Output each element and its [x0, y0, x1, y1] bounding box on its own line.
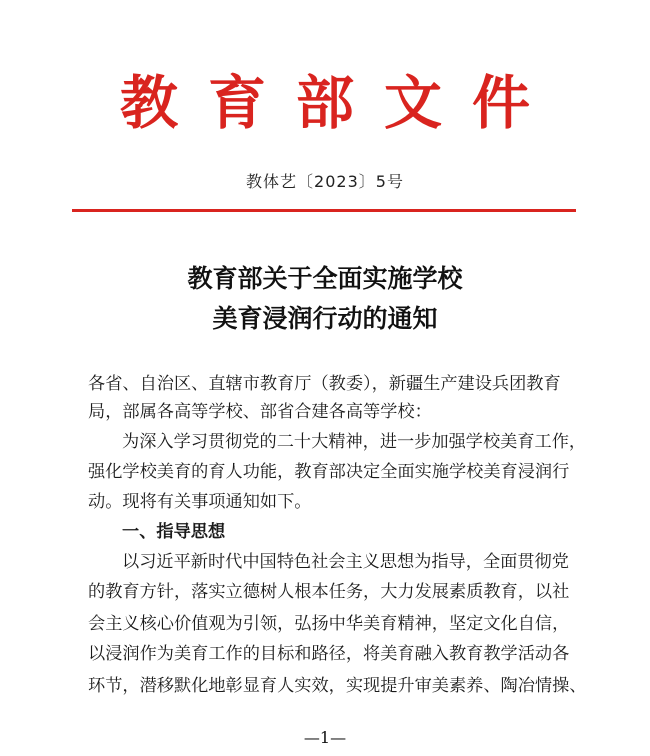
body-paragraph-line: 为深入学习贯彻党的二十大精神，进一步加强学校美育工作，	[122, 432, 587, 452]
body-paragraph-line: 动。现将有关事项通知如下。	[88, 492, 312, 512]
page-number: —1—	[303, 728, 347, 747]
addressee-line-2: 局，部属各高等学校、部省合建各高等学校：	[88, 402, 432, 422]
document-title-line-1: 教育部关于全面实施学校	[187, 264, 463, 293]
body-paragraph-line: 以浸润作为美育工作的目标和路径，将美育融入教育教学活动各	[88, 644, 570, 664]
body-paragraph-line: 强化学校美育的育人功能，教育部决定全面实施学校美育浸润行	[88, 462, 570, 482]
body-paragraph-line: 环节，潜移默化地彰显育人实效，实现提升审美素养、陶冶情操、	[88, 676, 587, 696]
document-number: 教体艺〔2023〕5号	[246, 172, 404, 191]
masthead-title: 教育部文件	[119, 69, 560, 137]
document-title-line-2: 美育浸润行动的通知	[212, 304, 438, 333]
red-divider-line	[72, 209, 576, 212]
body-paragraph-line: 以习近平新时代中国特色社会主义思想为指导，全面贯彻党	[122, 552, 569, 572]
addressee-line-1: 各省、自治区、直辖市教育厅（教委），新疆生产建设兵团教育	[88, 374, 561, 394]
body-paragraph-line: 的教育方针，落实立德树人根本任务，大力发展素质教育，以社	[88, 582, 570, 602]
section-heading-guiding-ideology: 一、指导思想	[122, 522, 226, 542]
body-paragraph-line: 会主义核心价值观为引领，弘扬中华美育精神，坚定文化自信，	[88, 614, 570, 634]
